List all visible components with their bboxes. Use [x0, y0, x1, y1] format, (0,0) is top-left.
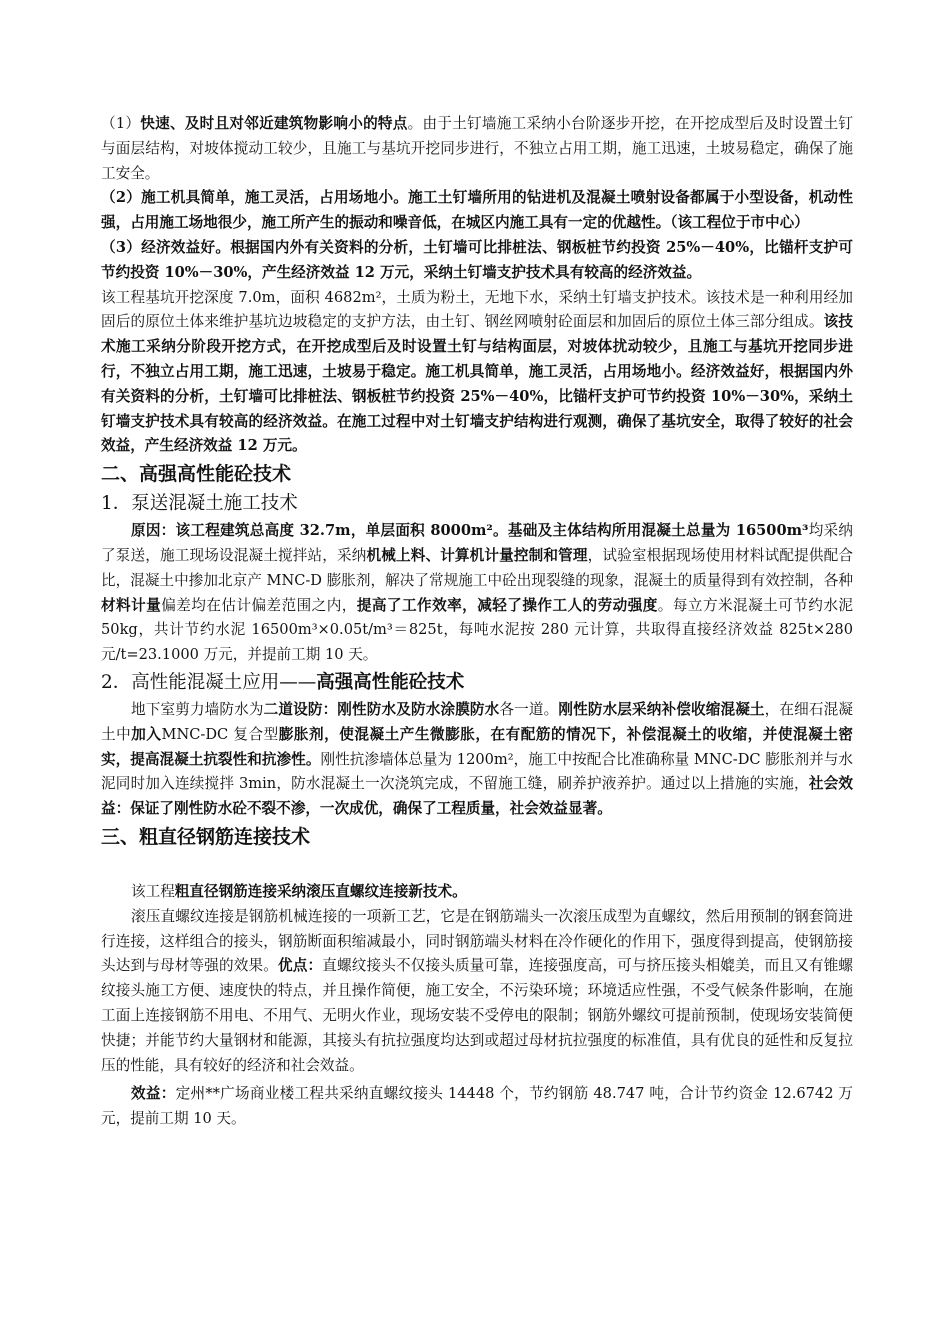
point-number: （1）: [101, 115, 141, 132]
body-text: 刚性抗渗墙体总量为 1200m²，施工中按配合比准确称量 MNC-DC 膨胀剂并与水泥同时加入连续搅拌 3min，防水混凝土一次浇筑完成，不留施工缝，刷养护液养护。通过以上措施的实施，: [101, 750, 853, 793]
body-text: 地下室剪力墙防水为: [131, 700, 264, 718]
paragraph-soil-nail-summary: [101, 286, 853, 460]
reason-text: 原因：该工程建筑总高度 32.7m，单层面积 8000m²。基础及主体结构所用混凝土总量为 16500m³: [131, 522, 809, 540]
point-1-text: 。由于土钉墙施工采纳小台阶逐步开挖，在开挖成型后及时设置土钉与面层结构，对坡体搅动工较少，且施工与基坑开挖同步进行，不独立占用工期，施工迅速，土坡易稳定，确保了施工安全。: [101, 115, 853, 182]
paragraph-point-1: [101, 112, 853, 186]
emphasis-text: 粗直径钢筋连接采纳滚压直螺纹连接新技术。: [174, 882, 467, 900]
paragraph-waterproofing: [101, 698, 853, 822]
body-text: 。每立方米混凝土可节约水泥 50kg，共计节约水泥 16500m³×0.05t/m³＝825t，每吨水泥按 280 元计算，共取得直接经济效益 825t×280 元/t=23.1000 万元，并提前工期 10 天。: [101, 596, 853, 664]
emphasis-text: 提高了工作效率，减轻了操作工人的劳动强度: [356, 596, 658, 614]
emphasis-text: 膨胀剂，使混凝土产生微膨胀，在有配筋的情况下，补偿混凝土的收缩，并使混凝土密实，提高混凝土抗裂性和抗渗性。: [101, 725, 853, 768]
spacer: [101, 852, 853, 880]
body-text: 定州**广场商业楼工程共采纳直螺纹接头 14448 个，节约钢筋 48.747 吨，合计节约资金 12.6742 万元，提前工期 10 天。: [101, 1085, 853, 1128]
paragraph-rebar-intro: [101, 880, 853, 905]
paragraph-pumped-concrete: [101, 519, 853, 668]
emphasis-text: 机械上料、计算机计量控制和管理: [366, 546, 588, 564]
emphasis-text: 加入: [131, 725, 162, 743]
body-text: 该工程: [131, 882, 175, 900]
paragraph-point-3: （3）经济效益好。根据国内外有关资料的分析，土钉墙可比排桩法、钢板桩节约投资 25%－40%，比锚杆支护可节约投资 10%－30%，产生经济效益 12 万元，采纳土钉墙支护技术具有较高的经济效益。: [101, 238, 853, 281]
emphasis-text: 材料计量: [101, 596, 162, 614]
emphasis-text: 二道设防：刚性防水及防水涂膜防水: [263, 700, 500, 718]
point-1-lead: 快速、及时且对邻近建筑物影响小的特点: [140, 115, 408, 132]
subheading-plain: 2．高性能混凝土应用——: [101, 671, 317, 693]
document-body: [101, 112, 853, 1132]
subheading-high-performance-concrete: [101, 668, 853, 698]
emphasis-text: 社会效益：保证了刚性防水砼不裂不渗，一次成优，确保了工程质量，社会效益显著。: [101, 775, 853, 818]
summary-plain-text: 该工程基坑开挖深度 7.0m，面积 4682m²，土质为粉土，无地下水，采纳土钉墙支护技术。该技术是一种利用经加固后的原位土体来维护基坑边坡稳定的支护方法，由土钉、钢丝网喷射砼面层和加固后的原位土体三部分组成。: [101, 288, 853, 331]
body-text: 各一道。: [499, 700, 559, 718]
emphasis-text: 优点：: [277, 957, 323, 975]
body-text: 偏差均在估计偏差范围之内，: [161, 596, 357, 614]
subheading-pumped-concrete: 1．泵送混凝土施工技术: [101, 493, 298, 515]
paragraph-rebar-benefit: [101, 1082, 853, 1132]
summary-bold-text: 该技术施工采纳分阶段开挖方式，在开挖成型后及时设置土钉与结构面层，对坡体扰动较少，且施工与基坑开挖同步进行，不独立占用工期，施工迅速，土坡易于稳定。施工机具简单，施工灵活，占用场地小。经济效益好，根据国内外有关资料的分析，土钉墙可比排桩法、钢板桩节约投资 25%－40%，比锚杆支护可节约投资 10%－30%，采纳土钉墙支护技术具有较高的经济效益。在施工过程中对土钉墙支护结构进行观测，确保了基坑安全，取得了较好的社会效益，产生经济效益 12 万元。: [101, 313, 853, 455]
body-text: ，在细石混凝土中: [101, 700, 853, 743]
heading-section-3: 三、粗直径钢筋连接技术: [101, 825, 311, 848]
paragraph-point-2: （2）施工机具简单，施工灵活，占用场地小。施工土钉墙所用的钻进机及混凝土喷射设备都属于小型设备，机动性强，占用施工场地很少，施工所产生的振动和噪音低，在城区内施工具有一定的优越性。（该工程位于市中心）: [101, 189, 853, 232]
emphasis-text: 效益：: [131, 1085, 176, 1103]
heading-section-2: 二、高强高性能砼技术: [101, 463, 292, 486]
subheading-bold: 高强高性能砼技术: [316, 671, 465, 693]
body-text: 均采纳了泵送，施工现场设混凝土搅拌站，采纳: [101, 522, 853, 564]
body-text: ，试验室根据现场使用材料试配提供配合比，混凝土中掺加北京产 MNC-D 膨胀剂，解决了常规施工中砼出现裂缝的现象，混凝土的质量得到有效控制，各种: [101, 546, 853, 589]
body-text: 直螺纹接头不仅接头质量可靠，连接强度高，可与挤压接头相媲美，而且又有锥螺纹接头施工方便、速度快的特点，并且操作简便，施工安全，不污染环境；环境适应性强，不受气候条件影响，在施工面上连接钢筋不用电、不用气、无明火作业，现场安装不受停电的限制；钢筋外螺纹可提前预制，使现场安装简便快捷；并能节约大量钢材和能源，其接头有抗拉强度均达到或超过母材抗拉强度的标准值，具有优良的延性和反复拉压的性能，具有较好的经济和社会效益。: [101, 957, 853, 1074]
body-text: MNC-DC 复合型: [161, 725, 279, 743]
body-text: 滚压直螺纹连接是钢筋机械连接的一项新工艺，它是在钢筋端头一次滚压成型为直螺纹，然后用预制的钢套筒进行连接，这样组合的接头，钢筋断面积缩减最小，同时钢筋端头材料在冷作硬化的作用下，强度得到提高，使钢筋接头达到与母材等强的效果。: [101, 907, 853, 975]
emphasis-text: 刚性防水层采纳补偿收缩混凝土: [558, 700, 765, 718]
paragraph-rebar-detail: [101, 905, 853, 1079]
